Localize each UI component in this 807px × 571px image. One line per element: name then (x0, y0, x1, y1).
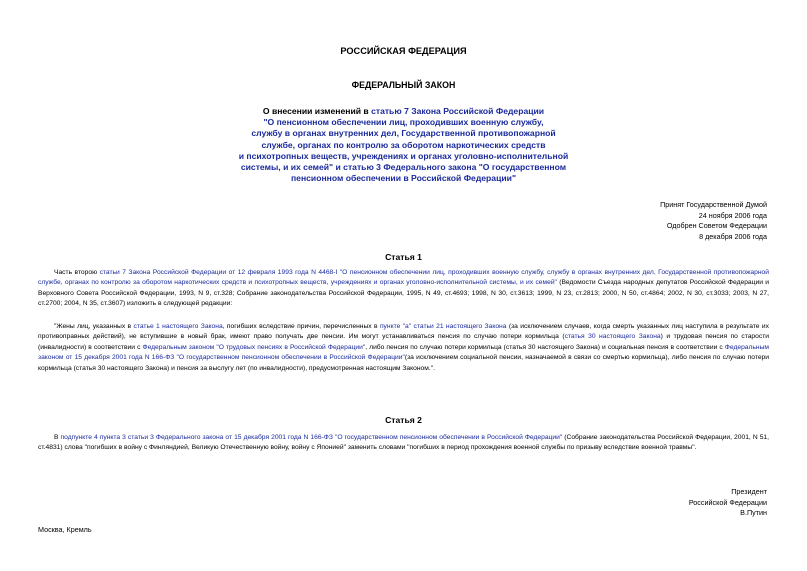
a1p1-link-law-4468[interactable]: статьи 7 Закона Российской Федерации от 12 февраля 1993 года N 4468-I "О пенсионном обеспечении лиц, проходивших военную службу, службу в органах внутренних дел, Государственной противопожарной службе, органах по контролю за оборотом наркотических средств и психотропных веществ, учреждениях и органах уголовно-исполнительной системы, и их семей" (38, 269, 769, 287)
a1p2-link-article30[interactable]: статья 30 настоящего Закона (564, 333, 661, 341)
law-title-line-5: и психотропных веществ, учреждениях и органах уголовно-исполнительной (238, 150, 569, 161)
a1p2-text-d: ) и трудовая пенсия по старости (инвалидности) в соответствии с (38, 333, 769, 351)
approved-council: Одобрен Советом Федерации (666, 221, 767, 231)
approved-council-date: 8 декабря 2006 года (699, 231, 767, 241)
a2-text-b: (Собрание законодательства Российской Федерации, 2001, N 51, ст.4831) слова "погибших в войну с Финляндией, Великую Отечественную войну, войну с Японией" заменить словами "погибших в период прохождения военной службы по призыву вследствие военной травмы". (38, 434, 769, 452)
a1p2-link-article1[interactable]: статье 1 настоящего Закона (133, 323, 223, 330)
a1p2-text-b: , погибших вследствие причин, перечисленных в (222, 323, 380, 330)
law-title-line-2: "О пенсионном обеспечении лиц, проходивших военную службу, (263, 117, 544, 128)
article-1-paragraph-1 (38, 268, 769, 310)
country-heading: РОССИЙСКАЯ ФЕДЕРАЦИЯ (340, 46, 467, 56)
adoption-info (660, 200, 767, 242)
title-link-article7[interactable]: статью 7 Закона Российской Федерации (371, 106, 545, 116)
a1p2-text-f: (за исключением социальной пенсии, назначаемой в связи со смертью кормильца), либо пенсия по случаю потери кормильца (статья 30 настоящего Закона) и пенсия за выслугу лет (по инвалидности), предусмотренная настоящим Законом.". (38, 354, 769, 372)
signature-title: Президент (731, 487, 767, 496)
signature-name: В.Путин (740, 508, 767, 518)
a2-text-a: В (54, 434, 61, 441)
law-title-line-6: системы, и их семей" и статью 3 Федерального закона "О государственном (240, 162, 567, 173)
law-title-line-1 (0, 106, 807, 117)
adopted-duma: Принят Государственной Думой (660, 200, 767, 209)
article-2-paragraph (38, 433, 769, 454)
signing-place: Москва, Кремль (38, 525, 92, 534)
article-2-heading: Статья 2 (385, 415, 422, 425)
article-1-paragraph-2 (38, 322, 769, 374)
signature-country: Российской Федерации (688, 497, 767, 507)
adopted-duma-date: 24 ноября 2006 года (698, 210, 767, 220)
a1p2-text-e: , либо пенсия по случаю потери кормильца (статья 30 настоящего Закона) и социальная пенсия в соответствии с (365, 343, 725, 351)
a1p2-link-law-166[interactable]: Федеральным законом от 15 декабря 2001 года N 166-ФЗ "О государственном пенсионном обеспечении в Российской Федерации" (38, 343, 769, 362)
a2-link-law-166-subpoint[interactable]: подпункте 4 пункта 3 статьи 3 Федерального закона от 15 декабря 2001 года N 166-ФЗ "О государственном пенсионном обеспечении в Российской Федерации" (60, 434, 563, 441)
doc-type-heading: ФЕДЕРАЛЬНЫЙ ЗАКОН (351, 80, 456, 90)
signature-block (689, 487, 767, 519)
a1p1-text-a: Часть второю (54, 269, 100, 276)
article-1-heading: Статья 1 (385, 252, 422, 262)
a1p1-text-b: (Ведомости Съезда народных депутатов Российской Федерации и Верховного Совета Российской Федерации, 1993, N 9, ст.328; Собрание законодательства Российской Федерации, 1995, N 49, ст.4693; 1998, N 30, ст.3613; 1999, N 23, ст.2813; 2000, N 50, ст.4864; 2002, N 30, ст.3033; 2003, N 27, ст.2700; 2004, N 35, ст.3607) изложить в следующей редакции: (38, 279, 769, 308)
title-prefix: О внесении изменений в (262, 106, 372, 116)
law-title (0, 106, 807, 184)
a1p2-link-article21[interactable]: пункте "а" статьи 21 настоящего Закона (379, 323, 507, 330)
law-title-line-4: службе, органах по контролю за оборотом наркотических средств (261, 139, 546, 150)
law-title-line-3: службу в органах внутренних дел, Государственной противопожарной (251, 128, 556, 139)
a1p2-text-c: (за исключением случаев, когда смерть указанных лиц наступила в результате их противоправных действий), не вступившие в новый брак, имеют право получать две пенсии. Им могут устанавливаться пенсия по случаю потери кормильца ( (38, 323, 769, 341)
law-title-line-7: пенсионном обеспечении в Российской Федерации" (290, 173, 517, 184)
a1p2-link-labor-pensions-law[interactable]: Федеральным законом "О трудовых пенсиях в Российской Федерации" (142, 343, 366, 351)
a1p2-text-a: "Жены лиц, указанных в (54, 323, 134, 330)
